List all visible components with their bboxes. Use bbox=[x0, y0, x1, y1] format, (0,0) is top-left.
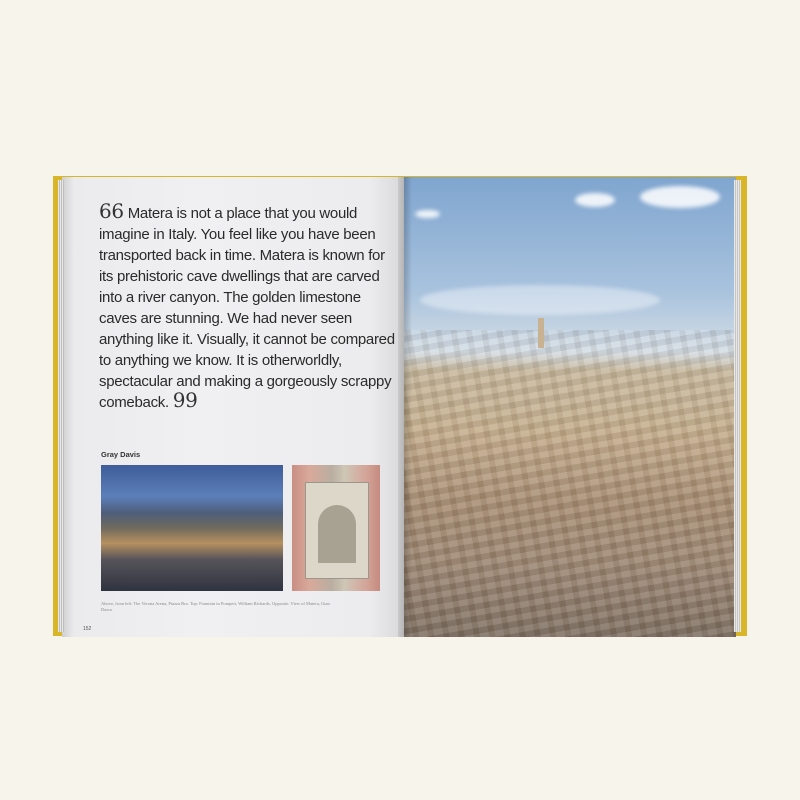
fountain-arch bbox=[305, 482, 369, 579]
bell-tower bbox=[538, 318, 544, 348]
matera-town bbox=[404, 330, 736, 637]
photo-caption: Above, from left: The Verona Arena, Piazza Bra. Top: Fountain in Pompeii, William Richards. Opposite: View of Matera, Gian Dasco bbox=[101, 601, 330, 612]
page-number: 152 bbox=[83, 626, 92, 632]
page-edges-left bbox=[58, 180, 64, 632]
pull-quote bbox=[99, 199, 395, 413]
cloud bbox=[640, 186, 720, 208]
quote-text: Matera is not a place that you would imagine in Italy. You feel like you have been transported back in time. Matera is known for its prehistoric cave dwellings that are carved into a river canyon. The golden limestone caves are stunning. We had never seen anything like it. Visually, it cannot be compared to anything we know. It is otherworldly, spectacular and making a gorgeously scrappy comeback. bbox=[99, 205, 395, 411]
open-quote-mark: 66 bbox=[99, 199, 124, 223]
quote-author: Gray Davis bbox=[101, 450, 141, 459]
book-gutter bbox=[398, 177, 412, 637]
cloud bbox=[420, 285, 660, 315]
page-edges-right bbox=[734, 180, 741, 632]
cloud bbox=[415, 210, 440, 218]
close-quote-mark: 99 bbox=[172, 388, 198, 412]
cloud bbox=[575, 193, 615, 207]
verona-arena-photo bbox=[101, 465, 283, 591]
